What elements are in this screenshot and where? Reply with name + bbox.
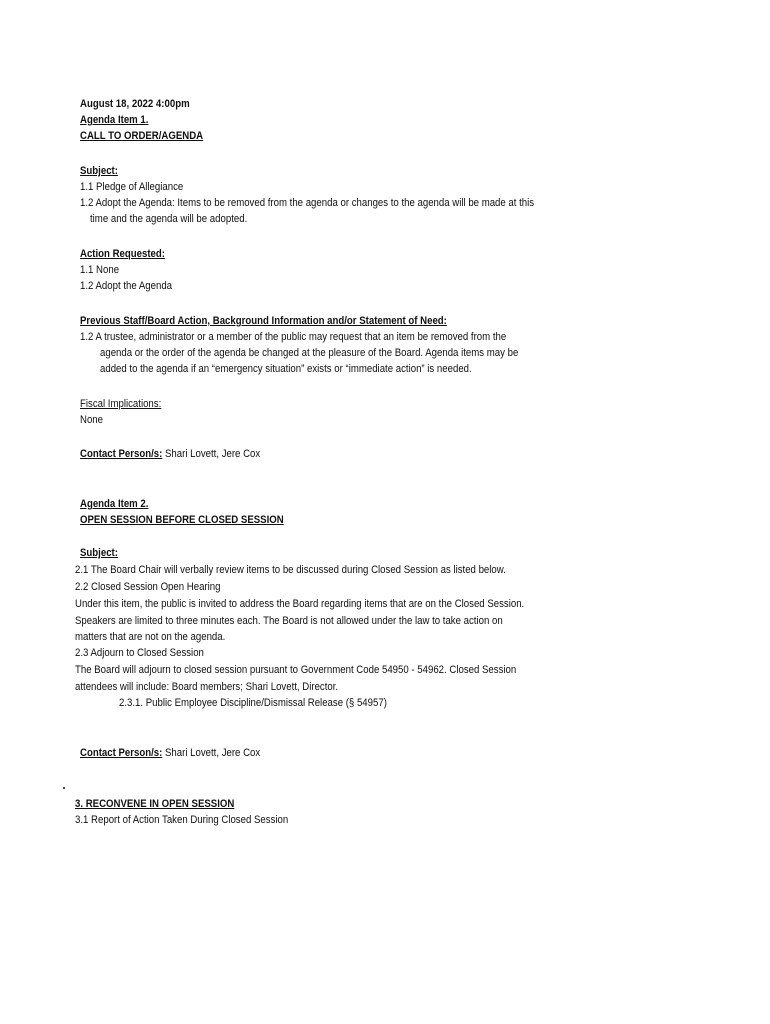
item-2-subject-heading: Subject: [80, 547, 118, 559]
item-1-contact [80, 447, 260, 462]
agenda-item-1-label: Agenda Item 1. [80, 114, 149, 126]
item-2-line: 2.1 The Board Chair will verbally review items to be discussed during Closed Session as listed below. [75, 564, 506, 576]
item-3-title: 3. RECONVENE IN OPEN SESSION [75, 798, 235, 810]
contact-label: Contact Person/s: [80, 448, 163, 460]
item-1-subject-heading: Subject: [80, 165, 118, 177]
agenda-item-2-title: OPEN SESSION BEFORE CLOSED SESSION [80, 514, 284, 526]
contact-label: Contact Person/s: [80, 747, 163, 759]
meeting-date: August 18, 2022 4:00pm [80, 98, 190, 110]
item-2-line: Under this item, the public is invited to address the Board regarding items that are on the Closed Session. [75, 598, 525, 610]
item-2-contact [80, 746, 260, 761]
contact-value: Shari Lovett, Jere Cox [165, 448, 261, 460]
item-2-subitem: 2.3.1. Public Employee Discipline/Dismissal Release (§ 54957) [119, 697, 387, 709]
item-1-previous-line: agenda or the order of the agenda be changed at the pleasure of the Board. Agenda items may be [100, 347, 519, 359]
contact-value: Shari Lovett, Jere Cox [165, 747, 261, 759]
item-2-line: Speakers are limited to three minutes each. The Board is not allowed under the law to take action on [75, 615, 503, 627]
item-1-action-heading: Action Requested: [80, 248, 166, 260]
item-2-line: 2.2 Closed Session Open Hearing [75, 581, 221, 593]
agenda-item-2-label: Agenda Item 2. [80, 498, 149, 510]
item-2-line: attendees will include: Board members; Shari Lovett, Director. [75, 681, 339, 693]
item-1-action-line: 1.1 None [80, 264, 120, 276]
agenda-item-1-title: CALL TO ORDER/AGENDA [80, 130, 204, 142]
item-1-fiscal-heading: Fiscal Implications: [80, 398, 162, 410]
item-1-previous-line: added to the agenda if an “emergency situation” exists or “immediate action” is needed. [100, 363, 472, 375]
item-1-previous-heading: Previous Staff/Board Action, Background Information and/or Statement of Need: [80, 315, 447, 327]
item-2-line: The Board will adjourn to closed session pursuant to Government Code 54950 - 54962. Closed Session [75, 664, 517, 676]
item-2-line: matters that are not on the agenda. [75, 631, 226, 643]
item-1-subject-line: 1.1 Pledge of Allegiance [80, 181, 184, 193]
item-3-line: 3.1 Report of Action Taken During Closed Session [75, 814, 289, 826]
item-1-subject-line: time and the agenda will be adopted. [90, 213, 248, 225]
item-1-action-line: 1.2 Adopt the Agenda [80, 280, 173, 292]
item-1-subject-line: 1.2 Adopt the Agenda: Items to be removed from the agenda or changes to the agenda will be made at this [80, 197, 535, 209]
item-1-previous-line: 1.2 A trustee, administrator or a member of the public may request that an item be removed from the [80, 331, 507, 343]
item-1-fiscal-value: None [80, 414, 104, 426]
item-2-line: 2.3 Adjourn to Closed Session [75, 647, 204, 659]
stray-mark [63, 787, 65, 789]
